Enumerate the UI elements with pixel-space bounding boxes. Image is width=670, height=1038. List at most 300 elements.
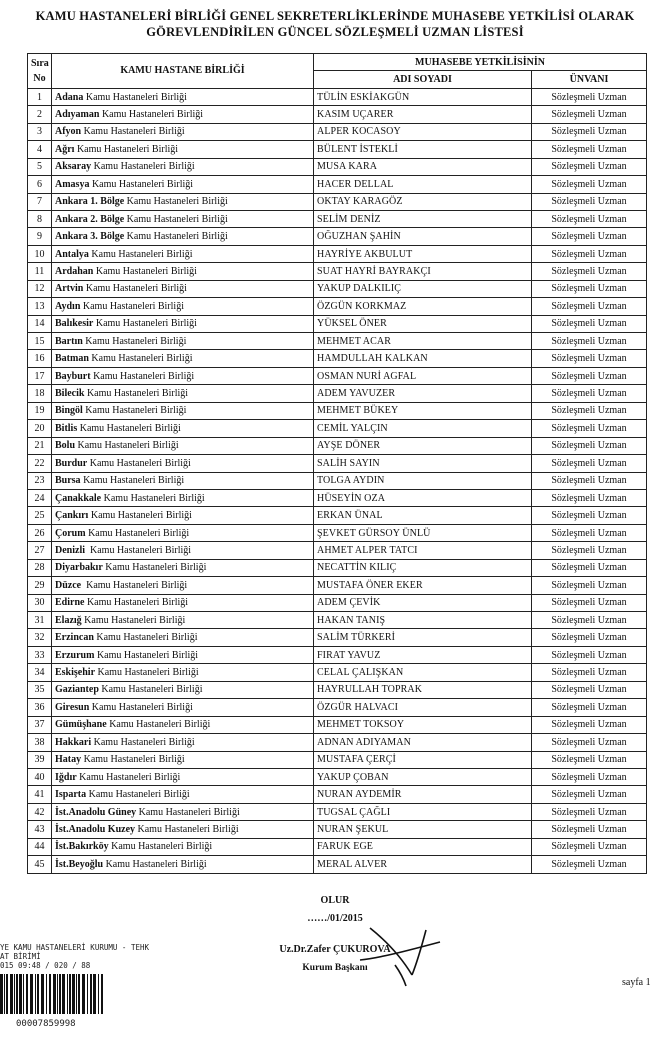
row-union-suffix: Kamu Hastaneleri Birliği (135, 823, 239, 835)
row-union-city: İst.Anadolu Kuzey (55, 823, 136, 835)
row-name: YAKUP DALKILIÇ (314, 280, 532, 297)
row-title: Sözleşmeli Uzman (532, 594, 647, 611)
row-number: 39 (28, 751, 52, 768)
row-title: Sözleşmeli Uzman (532, 803, 647, 820)
row-number: 14 (28, 315, 52, 332)
row-title: Sözleşmeli Uzman (532, 734, 647, 751)
row-union (52, 646, 314, 663)
row-union (52, 664, 314, 681)
row-title: Sözleşmeli Uzman (532, 542, 647, 559)
table-row (28, 350, 647, 367)
row-union-suffix: Kamu Hastaneleri Birliği (84, 388, 189, 400)
row-union-suffix: Kamu Hastaneleri Birliği (91, 161, 195, 173)
title-line-1: KAMU HASTANELERİ BİRLİĞİ GENEL SEKRETERLİKLERİNDE MUHASEBE YETKİLİSİ OLARAK (35, 9, 635, 23)
barcode-bar (98, 974, 99, 1014)
row-name: MEHMET ACAR (314, 333, 532, 350)
row-title: Sözleşmeli Uzman (532, 559, 647, 576)
officer-table (27, 53, 647, 874)
row-number: 32 (28, 629, 52, 646)
row-title: Sözleşmeli Uzman (532, 664, 647, 681)
row-union-city: İst.Anadolu Güney (55, 806, 137, 818)
barcode-bar (0, 974, 3, 1014)
table-row (28, 210, 647, 227)
row-number: 19 (28, 402, 52, 419)
row-union-suffix: Kamu Hastaneleri Birliği (124, 231, 228, 243)
row-name: CELAL ÇALIŞKAN (314, 664, 532, 681)
row-name: AYŞE DÖNER (314, 437, 532, 454)
row-union (52, 734, 314, 751)
stamp-line-1: YE KAMU HASTANELERİ KURUMU - TEHK (0, 943, 150, 952)
table-row (28, 176, 647, 193)
row-union-suffix: Kamu Hastaneleri Birliği (136, 806, 240, 818)
row-union (52, 768, 314, 785)
row-union-city: Isparta (55, 789, 87, 801)
row-name: FARUK EGE (314, 838, 532, 855)
row-union (52, 367, 314, 384)
table-row (28, 437, 647, 454)
row-name: HAKAN TANIŞ (314, 612, 532, 629)
row-union-suffix: Kamu Hastaneleri Birliği (83, 91, 187, 103)
row-title: Sözleşmeli Uzman (532, 385, 647, 402)
row-union-city: Bitlis (55, 422, 78, 434)
row-union-suffix: Kamu Hastaneleri Birliği (95, 667, 199, 679)
row-union-suffix: Kamu Hastaneleri Birliği (84, 597, 189, 609)
row-union-suffix: Kamu Hastaneleri Birliği (81, 579, 188, 591)
row-number: 24 (28, 489, 52, 506)
row-union-city: Bayburt (55, 370, 91, 382)
row-title: Sözleşmeli Uzman (532, 333, 647, 350)
row-title: Sözleşmeli Uzman (532, 176, 647, 193)
barcode-bar (37, 974, 39, 1014)
table-row (28, 699, 647, 716)
barcode-bar (67, 974, 68, 1014)
row-number: 10 (28, 245, 52, 262)
row-union (52, 594, 314, 611)
row-number: 29 (28, 577, 52, 594)
row-union (52, 228, 314, 245)
table-row (28, 489, 647, 506)
row-union-city: Erzincan (55, 632, 94, 644)
table-row (28, 856, 647, 873)
row-name: MUSA KARA (314, 158, 532, 175)
barcode-bar (76, 974, 77, 1014)
row-union-city: Ardahan (55, 265, 94, 277)
row-union-city: Bursa (55, 475, 81, 487)
row-union-city: Eskişehir (55, 667, 96, 679)
table-row (28, 402, 647, 419)
stamp-line-2: AT BİRİMİ (0, 952, 41, 961)
row-union-city: Balıkesir (55, 318, 94, 330)
row-title: Sözleşmeli Uzman (532, 455, 647, 472)
row-union (52, 455, 314, 472)
row-title: Sözleşmeli Uzman (532, 420, 647, 437)
table-row (28, 768, 647, 785)
table-row (28, 245, 647, 262)
row-title: Sözleşmeli Uzman (532, 245, 647, 262)
row-union (52, 559, 314, 576)
row-union-city: Bolu (55, 440, 76, 452)
table-row (28, 455, 647, 472)
table-row (28, 577, 647, 594)
row-union (52, 280, 314, 297)
row-name: NURAN ŞEKUL (314, 821, 532, 838)
row-union-suffix: Kamu Hastaneleri Birliği (124, 196, 228, 208)
row-name: SALİM TÜRKERİ (314, 629, 532, 646)
row-number: 42 (28, 803, 52, 820)
row-union-city: Adana (55, 91, 84, 103)
row-union (52, 507, 314, 524)
row-name: OSMAN NURİ AGFAL (314, 367, 532, 384)
table-row (28, 472, 647, 489)
row-title: Sözleşmeli Uzman (532, 367, 647, 384)
row-union (52, 524, 314, 541)
barcode-bar (90, 974, 92, 1014)
barcode-bar (78, 974, 80, 1014)
row-union-suffix: Kamu Hastaneleri Birliği (93, 318, 197, 330)
table-row (28, 158, 647, 175)
row-union-suffix: Kamu Hastaneleri Birliği (94, 649, 199, 661)
table-row (28, 367, 647, 384)
row-title: Sözleşmeli Uzman (532, 402, 647, 419)
row-number: 2 (28, 106, 52, 123)
row-title: Sözleşmeli Uzman (532, 507, 647, 524)
row-number: 16 (28, 350, 52, 367)
row-union (52, 333, 314, 350)
row-union (52, 420, 314, 437)
row-number: 7 (28, 193, 52, 210)
row-union (52, 542, 314, 559)
row-union-suffix: Kamu Hastaneleri Birliği (108, 841, 213, 853)
row-union-city: Gümüşhane (55, 719, 107, 731)
row-title: Sözleşmeli Uzman (532, 210, 647, 227)
row-union (52, 402, 314, 419)
row-name: ÖZGÜR HALVACI (314, 699, 532, 716)
row-union-city: Adıyaman (55, 109, 100, 121)
row-number: 22 (28, 455, 52, 472)
row-name: AHMET ALPER TATCI (314, 542, 532, 559)
row-number: 40 (28, 768, 52, 785)
barcode-bar (4, 974, 5, 1014)
barcode-bar (62, 974, 65, 1014)
row-name: ÖZGÜN KORKMAZ (314, 298, 532, 315)
row-union-suffix: Kamu Hastaneleri Birliği (85, 527, 190, 539)
row-title: Sözleşmeli Uzman (532, 280, 647, 297)
row-title: Sözleşmeli Uzman (532, 577, 647, 594)
row-title: Sözleşmeli Uzman (532, 629, 647, 646)
table-row (28, 420, 647, 437)
row-union-city: Amasya (55, 178, 90, 190)
row-union-suffix: Kamu Hastaneleri Birliği (93, 265, 197, 277)
row-number: 18 (28, 385, 52, 402)
barcode-bar (14, 974, 15, 1014)
table-row (28, 612, 647, 629)
row-number: 13 (28, 298, 52, 315)
row-union-city: Ağrı (55, 143, 75, 155)
row-union-city: Artvin (55, 283, 84, 295)
header-union: KAMU HASTANE BİRLİĞİ (52, 54, 314, 89)
row-union-suffix: Kamu Hastaneleri Birliği (80, 300, 184, 312)
row-union-city: Hatay (55, 754, 82, 766)
row-union (52, 106, 314, 123)
row-union (52, 350, 314, 367)
row-union (52, 437, 314, 454)
table-row (28, 803, 647, 820)
header-officer: MUHASEBE YETKİLİSİNİN (314, 54, 647, 71)
row-number: 25 (28, 507, 52, 524)
row-union-suffix: Kamu Hastaneleri Birliği (103, 858, 207, 870)
row-name: CEMİL YALÇIN (314, 420, 532, 437)
row-name: HAYRİYE AKBULUT (314, 245, 532, 262)
row-union-suffix: Kamu Hastaneleri Birliği (88, 510, 192, 522)
row-number: 9 (28, 228, 52, 245)
row-union-suffix: Kamu Hastaneleri Birliği (85, 544, 192, 556)
header-no: Sıra No (28, 54, 52, 89)
barcode-bar (6, 974, 8, 1014)
row-union-suffix: Kamu Hastaneleri Birliği (76, 771, 181, 783)
row-union (52, 577, 314, 594)
table-row (28, 333, 647, 350)
table-row (28, 280, 647, 297)
table-row (28, 298, 647, 315)
table-row (28, 141, 647, 158)
row-name: FIRAT YAVUZ (314, 646, 532, 663)
row-union-suffix: Kamu Hastaneleri Birliği (124, 213, 228, 225)
row-name: ALPER KOCASOY (314, 123, 532, 140)
table-row (28, 263, 647, 280)
row-title: Sözleşmeli Uzman (532, 821, 647, 838)
row-union-suffix: Kamu Hastaneleri Birliği (81, 126, 185, 138)
table-row (28, 542, 647, 559)
row-union (52, 838, 314, 855)
approval-olur: OLUR (320, 895, 350, 906)
row-name: ŞEVKET GÜRSOY ÜNLÜ (314, 524, 532, 541)
table-row (28, 821, 647, 838)
row-name: TUGSAL ÇAĞLI (314, 803, 532, 820)
barcode-bar (82, 974, 85, 1014)
table-row (28, 646, 647, 663)
stamp-line-3: 015 09:48 / 020 / 88 (0, 961, 91, 970)
row-union-city: Iğdır (55, 771, 77, 783)
table-row (28, 716, 647, 733)
row-union (52, 176, 314, 193)
row-name: MERAL ALVER (314, 856, 532, 873)
row-title: Sözleşmeli Uzman (532, 699, 647, 716)
row-union-suffix: Kamu Hastaneleri Birliği (98, 684, 203, 696)
row-number: 37 (28, 716, 52, 733)
row-union-suffix: Kamu Hastaneleri Birliği (89, 178, 194, 190)
table-row (28, 123, 647, 140)
row-number: 11 (28, 263, 52, 280)
row-number: 43 (28, 821, 52, 838)
header-title: ÜNVANI (532, 71, 647, 88)
row-union-suffix: Kamu Hastaneleri Birliği (93, 632, 198, 644)
table-row (28, 734, 647, 751)
row-union-suffix: Kamu Hastaneleri Birliği (88, 248, 193, 260)
row-name: YAKUP ÇOBAN (314, 768, 532, 785)
row-union-city: Bingöl (55, 405, 83, 417)
barcode-bar (53, 974, 56, 1014)
row-union (52, 612, 314, 629)
row-union-suffix: Kamu Hastaneleri Birliği (75, 440, 179, 452)
row-union-city: İst.Beyoğlu (55, 858, 104, 870)
row-title: Sözleşmeli Uzman (532, 123, 647, 140)
row-union-suffix: Kamu Hastaneleri Birliği (83, 283, 187, 295)
row-union-city: Batman (55, 353, 89, 365)
row-union-city: Düzce (55, 579, 82, 591)
row-number: 5 (28, 158, 52, 175)
row-union-city: Afyon (55, 126, 82, 138)
row-number: 12 (28, 280, 52, 297)
row-union-city: Çorum (55, 527, 86, 539)
row-union-city: Çanakkale (55, 492, 102, 504)
table-row (28, 681, 647, 698)
row-union (52, 245, 314, 262)
row-union (52, 681, 314, 698)
approval-position: Kurum Başkanı (302, 963, 368, 973)
header-name: ADI SOYADI (314, 71, 532, 88)
row-union-city: Ankara 2. Bölge (55, 213, 125, 225)
row-union (52, 489, 314, 506)
row-number: 44 (28, 838, 52, 855)
row-title: Sözleşmeli Uzman (532, 856, 647, 873)
row-union-suffix: Kamu Hastaneleri Birliği (91, 736, 195, 748)
row-number: 41 (28, 786, 52, 803)
barcode-bar (57, 974, 58, 1014)
row-number: 8 (28, 210, 52, 227)
table-body (28, 88, 647, 873)
table-row (28, 664, 647, 681)
row-name: MEHMET BÜKEY (314, 402, 532, 419)
row-union-suffix: Kamu Hastaneleri Birliği (82, 405, 187, 417)
row-union (52, 786, 314, 803)
row-name: KASIM UÇARER (314, 106, 532, 123)
row-name: MUSTAFA ÖNER EKER (314, 577, 532, 594)
row-union-suffix: Kamu Hastaneleri Birliği (102, 562, 207, 574)
signature-mark (300, 920, 460, 990)
row-union-city: Denizli (55, 544, 85, 556)
row-title: Sözleşmeli Uzman (532, 524, 647, 541)
row-union-suffix: Kamu Hastaneleri Birliği (87, 457, 191, 469)
table-row (28, 106, 647, 123)
row-union-suffix: Kamu Hastaneleri Birliği (90, 370, 195, 382)
row-number: 31 (28, 612, 52, 629)
row-union (52, 298, 314, 315)
barcode-bar (41, 974, 44, 1014)
row-union (52, 263, 314, 280)
row-name: TÜLİN ESKİAKGÜN (314, 88, 532, 105)
row-number: 15 (28, 333, 52, 350)
row-number: 33 (28, 646, 52, 663)
row-union (52, 315, 314, 332)
barcode-bar (46, 974, 47, 1014)
row-number: 3 (28, 123, 52, 140)
barcode-bar (49, 974, 51, 1014)
row-union-city: Burdur (55, 457, 88, 469)
row-number: 30 (28, 594, 52, 611)
row-title: Sözleşmeli Uzman (532, 786, 647, 803)
row-title: Sözleşmeli Uzman (532, 838, 647, 855)
row-title: Sözleşmeli Uzman (532, 88, 647, 105)
row-union (52, 210, 314, 227)
row-name: OKTAY KARAGÖZ (314, 193, 532, 210)
row-name: YÜKSEL ÖNER (314, 315, 532, 332)
row-union (52, 699, 314, 716)
table-row (28, 838, 647, 855)
approval-signer: Uz.Dr.Zafer ÇUKUROVA (279, 944, 391, 955)
table-row (28, 786, 647, 803)
table-row (28, 88, 647, 105)
table-row (28, 315, 647, 332)
row-number: 4 (28, 141, 52, 158)
barcode (0, 974, 104, 1014)
barcode-bar (23, 974, 24, 1014)
row-number: 21 (28, 437, 52, 454)
row-union-city: İst.Bakırköy (55, 841, 109, 853)
row-name: TOLGA AYDIN (314, 472, 532, 489)
row-name: HAMDULLAH KALKAN (314, 350, 532, 367)
row-title: Sözleşmeli Uzman (532, 681, 647, 698)
row-union-suffix: Kamu Hastaneleri Birliği (77, 422, 181, 434)
row-union-city: Aydın (55, 300, 81, 312)
row-union (52, 856, 314, 873)
row-name: NURAN AYDEMİR (314, 786, 532, 803)
row-union-suffix: Kamu Hastaneleri Birliği (82, 335, 187, 347)
barcode-number: 00007859998 (16, 1019, 76, 1029)
row-name: MUSTAFA ÇERÇİ (314, 751, 532, 768)
barcode-bar (72, 974, 75, 1014)
row-number: 36 (28, 699, 52, 716)
row-title: Sözleşmeli Uzman (532, 193, 647, 210)
barcode-bar (10, 974, 13, 1014)
row-name: HACER DELLAL (314, 176, 532, 193)
barcode-bar (87, 974, 88, 1014)
table-row (28, 193, 647, 210)
row-union-city: Giresun (55, 701, 90, 713)
row-name: SELİM DENİZ (314, 210, 532, 227)
barcode-bar (30, 974, 33, 1014)
row-union-suffix: Kamu Hastaneleri Birliği (89, 701, 193, 713)
row-name: SUAT HAYRİ BAYRAKÇI (314, 263, 532, 280)
registry-stamp (0, 943, 149, 970)
row-union-city: Edirne (55, 597, 85, 609)
approval-date: ……/01/2015 (307, 913, 363, 924)
row-number: 45 (28, 856, 52, 873)
row-union-suffix: Kamu Hastaneleri Birliği (106, 719, 211, 731)
row-union-suffix: Kamu Hastaneleri Birliği (86, 789, 190, 801)
row-number: 20 (28, 420, 52, 437)
barcode-bar (101, 974, 103, 1014)
page-number: sayfa 1 (622, 977, 651, 988)
row-union (52, 751, 314, 768)
row-union (52, 629, 314, 646)
row-title: Sözleşmeli Uzman (532, 768, 647, 785)
row-union-city: Antalya (55, 248, 89, 260)
table-row (28, 594, 647, 611)
table-row (28, 629, 647, 646)
row-union-suffix: Kamu Hastaneleri Birliği (81, 754, 185, 766)
row-title: Sözleşmeli Uzman (532, 612, 647, 629)
row-title: Sözleşmeli Uzman (532, 350, 647, 367)
row-number: 17 (28, 367, 52, 384)
row-union (52, 88, 314, 105)
row-name: ERKAN ÜNAL (314, 507, 532, 524)
row-title: Sözleşmeli Uzman (532, 298, 647, 315)
row-union-city: Elazığ (55, 614, 82, 626)
row-union-city: Bilecik (55, 388, 85, 400)
row-name: HAYRULLAH TOPRAK (314, 681, 532, 698)
table-row (28, 559, 647, 576)
row-number: 38 (28, 734, 52, 751)
